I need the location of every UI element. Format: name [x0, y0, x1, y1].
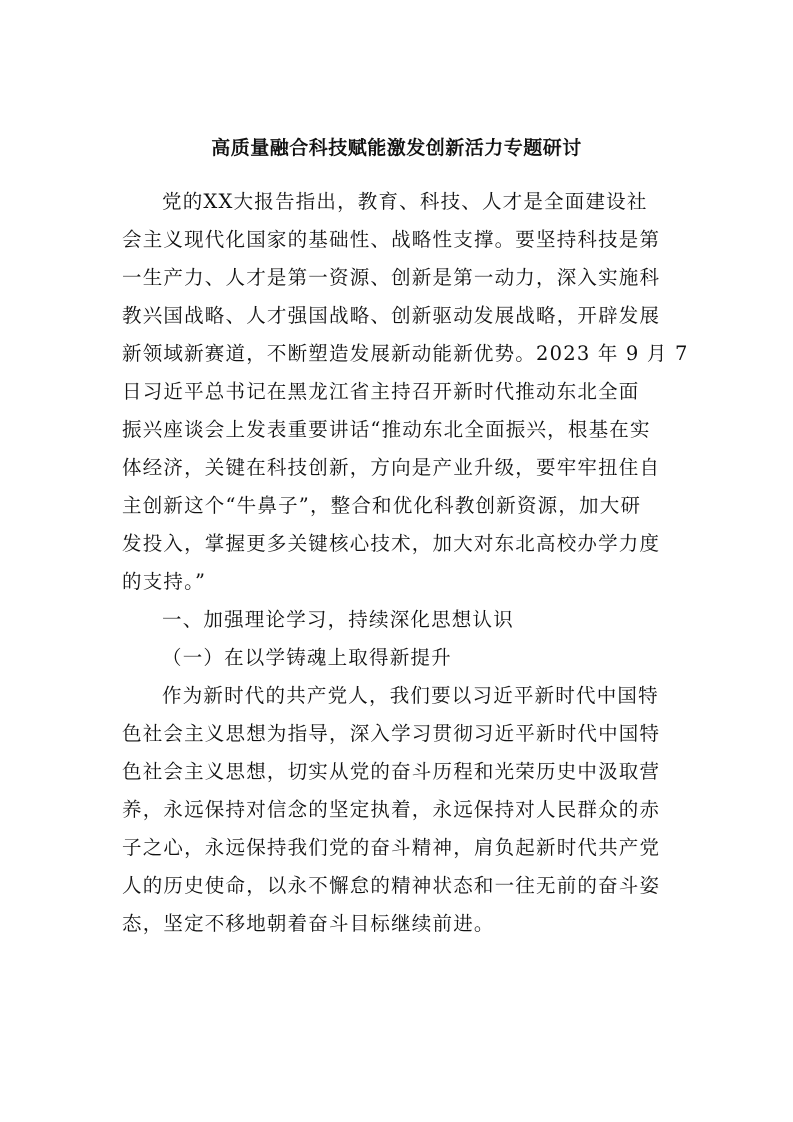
paragraph-line: 新领域新赛道，不断塑造发展新动能新优势。2023 年 9 月 7	[122, 342, 689, 365]
paragraph-line: 振兴座谈会上发表重要讲话“推动东北全面振兴，根基在实	[122, 418, 651, 441]
document-title: 高质量融合科技赋能激发创新活力专题研讨	[211, 137, 582, 159]
paragraph-line: 养，永远保持对信念的坚定执着，永远保持对人民群众的赤	[122, 798, 661, 821]
paragraph-line: 色社会主义思想，切实从党的奋斗历程和光荣历史中汲取营	[122, 760, 661, 783]
section-heading: 一、加强理论学习，持续深化思想认识	[162, 608, 514, 631]
paragraph-line: 人的历史使命，以永不懈怠的精神状态和一往无前的奋斗姿	[122, 874, 661, 897]
paragraph-line: 体经济，关键在科技创新，方向是产业升级，要牢牢扭住自	[122, 456, 661, 479]
paragraph-line: 发投入，掌握更多关键核心技术，加大对东北高校办学力度	[122, 532, 661, 555]
paragraph-line: 日习近平总书记在黑龙江省主持召开新时代推动东北全面	[122, 380, 640, 403]
paragraph-line: 作为新时代的共产党人，我们要以习近平新时代中国特	[162, 684, 659, 707]
subsection-heading: （一）在以学铸魂上取得新提升	[162, 646, 452, 669]
paragraph-line: 一生产力、人才是第一资源、创新是第一动力，深入实施科	[122, 266, 661, 289]
paragraph-line: 会主义现代化国家的基础性、战略性支撑。要坚持科技是第	[122, 228, 661, 251]
paragraph-line: 主创新这个“牛鼻子”，整合和优化科教创新资源，加大研	[122, 494, 642, 517]
paragraph-line: 的支持。”	[122, 570, 207, 593]
paragraph-line: 态，坚定不移地朝着奋斗目标继续前进。	[122, 912, 495, 935]
paragraph-line: 子之心，永远保持我们党的奋斗精神，肩负起新时代共产党	[122, 836, 661, 859]
paragraph-line: 教兴国战略、人才强国战略、创新驱动发展战略，开辟发展	[122, 304, 661, 327]
paragraph-line: 色社会主义思想为指导，深入学习贯彻习近平新时代中国特	[122, 722, 661, 745]
paragraph-line: 党的XX大报告指出，教育、科技、人才是全面建设社	[162, 190, 648, 213]
